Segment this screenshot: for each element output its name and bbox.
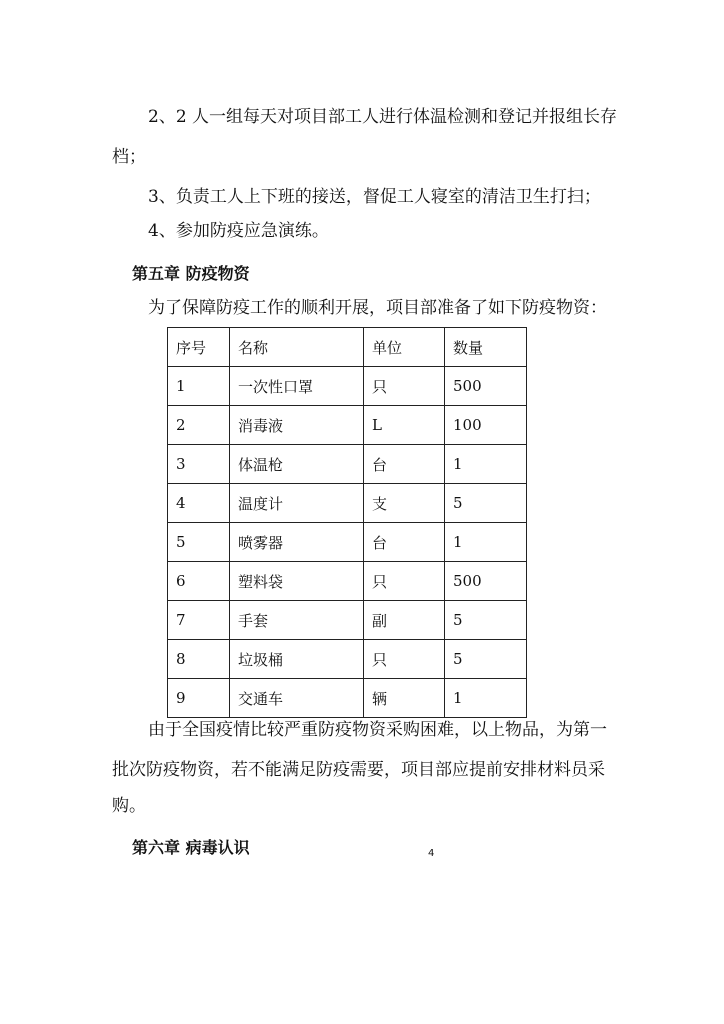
table-cell: 交通车 <box>230 679 364 718</box>
table-cell: 5 <box>445 601 527 640</box>
table-cell: 消毒液 <box>230 406 364 445</box>
table-cell: 1 <box>445 523 527 562</box>
table-cell: 台 <box>364 523 445 562</box>
table-cell: 3 <box>168 445 230 484</box>
table-cell: 500 <box>445 562 527 601</box>
paragraph-item-2-line2: 档； <box>112 147 146 167</box>
table-cell: 5 <box>445 484 527 523</box>
table-cell: 2 <box>168 406 230 445</box>
closing-paragraph-line3: 购。 <box>112 796 146 816</box>
table-header-row <box>168 328 527 367</box>
supplies-table <box>167 327 527 718</box>
table-cell: 7 <box>168 601 230 640</box>
table-cell: 手套 <box>230 601 364 640</box>
table-cell: 8 <box>168 640 230 679</box>
table-cell: 台 <box>364 445 445 484</box>
table-cell: 1 <box>445 445 527 484</box>
table-row <box>168 562 527 601</box>
chapter-6-heading: 第六章 病毒认识 <box>132 838 250 857</box>
table-row <box>168 406 527 445</box>
table-row <box>168 523 527 562</box>
table-cell: 5 <box>168 523 230 562</box>
paragraph-item-4: 4、参加防疫应急演练。 <box>148 221 329 241</box>
table-cell: 5 <box>445 640 527 679</box>
table-cell: 6 <box>168 562 230 601</box>
closing-paragraph-line2: 批次防疫物资，若不能满足防疫需要，项目部应提前安排材料员采 <box>112 760 605 780</box>
table-cell: 垃圾桶 <box>230 640 364 679</box>
table-row <box>168 367 527 406</box>
table-cell: L <box>364 406 445 445</box>
table-cell: 温度计 <box>230 484 364 523</box>
table-row <box>168 484 527 523</box>
table-row <box>168 601 527 640</box>
intro-paragraph: 为了保障防疫工作的顺利开展，项目部准备了如下防疫物资： <box>148 298 607 318</box>
chapter-5-heading: 第五章 防疫物资 <box>132 264 250 283</box>
table-cell: 只 <box>364 640 445 679</box>
table-cell: 1 <box>445 679 527 718</box>
page-number: 4 <box>428 848 435 859</box>
closing-paragraph-line1: 由于全国疫情比较严重防疫物资采购困难，以上物品，为第一 <box>148 720 607 740</box>
table-header-cell: 单位 <box>364 328 445 367</box>
table-header-cell: 序号 <box>168 328 230 367</box>
table-row <box>168 445 527 484</box>
table-cell: 体温枪 <box>230 445 364 484</box>
table-cell: 9 <box>168 679 230 718</box>
table-cell: 100 <box>445 406 527 445</box>
table-cell: 1 <box>168 367 230 406</box>
table-cell: 支 <box>364 484 445 523</box>
table-header-cell: 数量 <box>445 328 527 367</box>
table-header-cell: 名称 <box>230 328 364 367</box>
table-row <box>168 640 527 679</box>
table-cell: 喷雾器 <box>230 523 364 562</box>
paragraph-item-3: 3、负责工人上下班的接送，督促工人寝室的清洁卫生打扫； <box>148 187 601 207</box>
table-cell: 4 <box>168 484 230 523</box>
paragraph-item-2-line1: 2、2 人一组每天对项目部工人进行体温检测和登记并报组长存 <box>148 107 618 127</box>
table-cell: 塑料袋 <box>230 562 364 601</box>
table-cell: 副 <box>364 601 445 640</box>
table-cell: 500 <box>445 367 527 406</box>
table-cell: 辆 <box>364 679 445 718</box>
table-cell: 一次性口罩 <box>230 367 364 406</box>
table-cell: 只 <box>364 562 445 601</box>
table-cell: 只 <box>364 367 445 406</box>
